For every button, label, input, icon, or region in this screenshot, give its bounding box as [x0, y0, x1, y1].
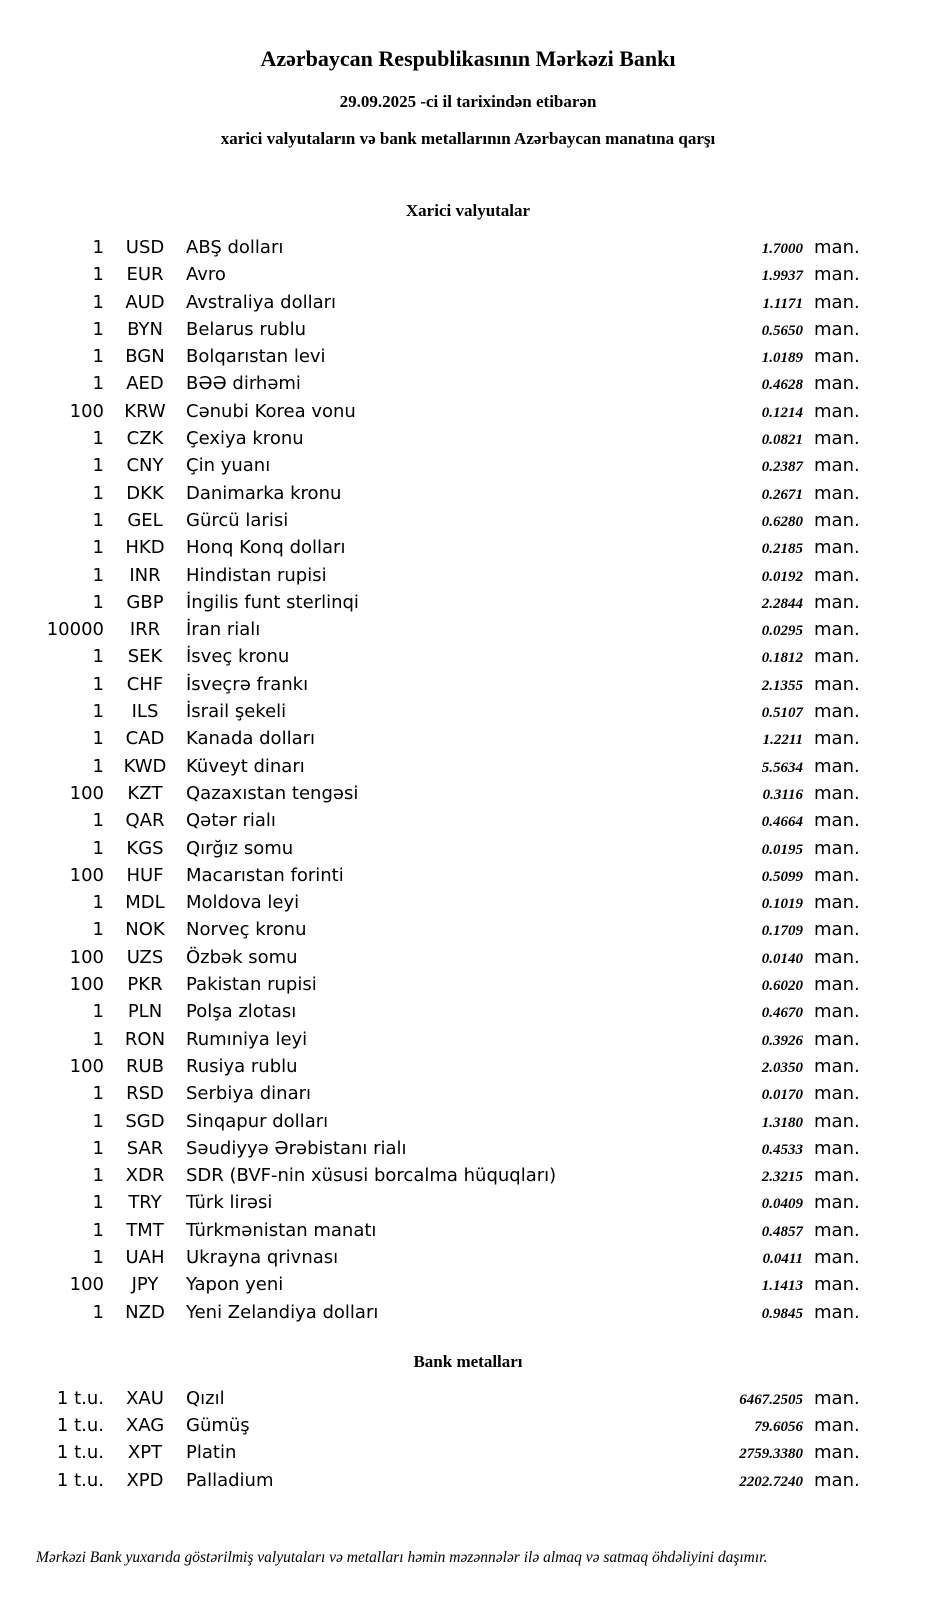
currency-name: İsrail şekeli: [186, 701, 287, 723]
currency-name: Çin yuanı: [186, 455, 271, 477]
quantity-value: 1: [92, 1192, 104, 1214]
unit-label: man.: [814, 237, 860, 258]
currencies-table: [0, 234, 936, 1326]
unit-label: man.: [814, 400, 860, 422]
unit-label: man.: [814, 755, 860, 777]
rate-value: 1.1171: [762, 295, 803, 312]
currency-code: TRY: [128, 1192, 162, 1214]
currency-code: KZT: [127, 782, 163, 804]
rate-row: [36, 1439, 866, 1466]
unit-label: man.: [814, 564, 860, 586]
unit-label: man.: [814, 318, 860, 340]
currency-code: SAR: [126, 1137, 164, 1159]
currency-name: Macarıstan forinti: [186, 864, 344, 886]
quantity-value: 1: [92, 892, 104, 914]
rate-row: [36, 862, 866, 889]
currency-code: DKK: [126, 482, 164, 504]
rate-value: 0.4857: [761, 1223, 803, 1240]
unit-label: man.: [814, 1469, 860, 1491]
unit-label: man.: [814, 1387, 860, 1409]
quantity-value: 1: [92, 701, 104, 723]
rate-row: [36, 698, 866, 725]
currency-name: Polşa zlotası: [186, 1001, 297, 1023]
currency-code: CAD: [125, 728, 165, 750]
unit-label: man.: [814, 1165, 860, 1187]
rate-row: [36, 589, 866, 616]
rate-value: 0.6280: [761, 513, 803, 530]
quantity-value: 1: [92, 1165, 104, 1187]
quantity-value: 10000: [46, 619, 104, 641]
rate-value: 0.1709: [761, 923, 803, 940]
currency-code: XPD: [126, 1469, 164, 1491]
metals-heading: Bank metalları: [413, 1351, 523, 1371]
currency-name: Qızıl: [186, 1387, 225, 1409]
unit-label: man.: [814, 264, 860, 286]
rate-value: 0.6020: [761, 978, 803, 995]
unit-label: man.: [814, 1415, 860, 1437]
rate-row: [36, 671, 866, 698]
currency-name: Özbək somu: [186, 946, 298, 968]
currency-name: İngilis funt sterlinqi: [186, 591, 359, 613]
rate-row: [36, 507, 866, 534]
quantity-value: 1: [92, 455, 104, 477]
currency-name: Qazaxıstan tengəsi: [186, 782, 359, 804]
unit-label: man.: [814, 291, 860, 313]
unit-label: man.: [814, 728, 860, 750]
rate-row: [36, 1026, 866, 1053]
quantity-value: 100: [69, 1055, 104, 1077]
currency-name: Səudiyyə Ərəbistanı rialı: [186, 1137, 407, 1159]
unit-label: man.: [814, 1110, 860, 1132]
unit-label: man.: [814, 646, 860, 668]
rate-row: [36, 1217, 866, 1244]
currency-name: İsveçrə frankı: [186, 673, 309, 695]
rate-value: 79.6056: [754, 1419, 803, 1436]
rate-value: 0.0409: [761, 1196, 803, 1213]
rate-row: [36, 835, 866, 862]
currency-code: TMT: [126, 1219, 164, 1241]
rate-value: 0.0192: [761, 568, 803, 585]
currency-code: HKD: [125, 537, 165, 559]
rate-row: [36, 1053, 866, 1080]
quantity-value: 1: [92, 428, 104, 450]
quantity-value: 1: [92, 837, 104, 859]
unit-label: man.: [814, 619, 860, 641]
quantity-value: 1 t.u.: [56, 1415, 104, 1437]
rate-row: [36, 534, 866, 561]
rate-row: [36, 780, 866, 807]
rate-row: [36, 480, 866, 507]
currency-name: Pakistan rupisi: [186, 974, 317, 996]
quantity-value: 100: [69, 946, 104, 968]
rate-value: 0.0411: [762, 1250, 803, 1267]
unit-label: man.: [814, 673, 860, 695]
quantity-value: 1 t.u.: [56, 1469, 104, 1491]
rate-value: 2202.7240: [739, 1473, 803, 1490]
rate-row: [36, 944, 866, 971]
quantity-value: 1: [92, 1110, 104, 1132]
rate-value: 6467.2505: [739, 1391, 803, 1408]
quantity-value: 1: [92, 373, 104, 395]
currency-name: Çexiya kronu: [186, 428, 304, 450]
unit-label: man.: [814, 1274, 860, 1296]
rate-value: 2.1355: [761, 677, 803, 694]
unit-label: man.: [814, 482, 860, 504]
rate-value: 0.5107: [761, 705, 803, 722]
unit-label: man.: [814, 1137, 860, 1159]
rate-row: [36, 343, 866, 370]
rate-row: [36, 1108, 866, 1135]
quantity-value: 1: [92, 646, 104, 668]
currency-code: RON: [124, 1028, 166, 1050]
unit-label: man.: [814, 782, 860, 804]
rate-row: [36, 1080, 866, 1107]
currency-name: Rumıniya leyi: [186, 1028, 308, 1050]
unit-label: man.: [814, 455, 860, 477]
unit-label: man.: [814, 346, 860, 368]
rate-row: [36, 1385, 866, 1412]
quantity-value: 1: [92, 482, 104, 504]
rate-value: 0.0140: [761, 950, 803, 967]
currency-code: BYN: [127, 318, 163, 340]
quantity-value: 1: [92, 1246, 104, 1268]
currency-name: Norveç kronu: [186, 919, 307, 941]
currency-code: XAG: [125, 1415, 165, 1437]
quantity-value: 1: [92, 264, 104, 286]
unit-label: man.: [814, 1219, 860, 1241]
rate-value: 0.2185: [761, 541, 803, 558]
rate-value: 0.5099: [761, 868, 803, 885]
rate-row: [36, 1467, 866, 1494]
currency-name: Kanada dolları: [186, 728, 316, 750]
unit-label: man.: [814, 919, 860, 941]
rate-value: 0.0195: [761, 841, 803, 858]
currencies-section: [0, 201, 936, 1326]
currency-name: Gürcü larisi: [186, 509, 289, 531]
currency-name: Avstraliya dolları: [186, 291, 337, 313]
currency-code: JPY: [131, 1274, 159, 1296]
quantity-value: 100: [69, 974, 104, 996]
currency-name: Gümüş: [186, 1415, 250, 1437]
quantity-value: 1: [92, 1083, 104, 1105]
currency-code: GEL: [127, 509, 163, 531]
rate-value: 0.1019: [761, 896, 803, 913]
quantity-value: 1: [92, 1001, 104, 1023]
rate-row: [36, 1271, 866, 1298]
rate-row: [36, 971, 866, 998]
rate-value: 1.0189: [761, 350, 803, 367]
currency-name: ABŞ dolları: [186, 237, 284, 258]
rate-row: [36, 725, 866, 752]
currency-code: BGN: [125, 346, 165, 368]
rate-row: [36, 425, 866, 452]
currency-name: Yeni Zelandiya dolları: [186, 1301, 379, 1323]
currency-name: Platin: [186, 1442, 237, 1464]
rate-row: [36, 234, 866, 261]
currency-code: GBP: [126, 591, 164, 613]
quantity-value: 1: [92, 564, 104, 586]
rate-value: 5.5634: [761, 759, 803, 776]
currency-code: UAH: [125, 1246, 165, 1268]
currency-code: PLN: [127, 1001, 163, 1023]
header: [0, 46, 936, 149]
quantity-value: 1: [92, 1301, 104, 1323]
currency-code: UZS: [126, 946, 164, 968]
rate-value: 0.4628: [761, 377, 803, 394]
quantity-value: 1: [92, 755, 104, 777]
rate-value: 1.9937: [761, 268, 803, 285]
quantity-value: 1: [92, 919, 104, 941]
currency-name: Yapon yeni: [186, 1274, 284, 1296]
rate-row: [36, 289, 866, 316]
currency-code: HUF: [126, 864, 164, 886]
quantity-value: 1: [92, 673, 104, 695]
unit-label: man.: [814, 701, 860, 723]
currency-name: Qırğız somu: [186, 837, 294, 859]
currency-name: Serbiya dinarı: [186, 1083, 311, 1105]
unit-label: man.: [814, 428, 860, 450]
rate-value: 1.1413: [761, 1278, 803, 1295]
unit-label: man.: [814, 1246, 860, 1268]
rate-row: [36, 1162, 866, 1189]
subtitle: xarici valyutaların və bank metallarının Azərbaycan manatına qarşı: [220, 129, 716, 148]
rate-row: [36, 643, 866, 670]
unit-label: man.: [814, 837, 860, 859]
currency-code: RUB: [125, 1055, 165, 1077]
currency-code: XDR: [125, 1165, 165, 1187]
quantity-value: 100: [69, 864, 104, 886]
currency-name: Ukrayna qrivnası: [186, 1246, 339, 1268]
page-title: Azərbaycan Respublikasının Mərkəzi Bankı: [260, 46, 676, 71]
unit-label: man.: [814, 1001, 860, 1023]
unit-label: man.: [814, 1028, 860, 1050]
metals-table: [0, 1385, 936, 1494]
currency-name: Danimarka kronu: [186, 482, 342, 504]
currency-code: CHF: [126, 673, 164, 695]
unit-label: man.: [814, 1301, 860, 1323]
currency-name: Qətər rialı: [186, 810, 276, 832]
quantity-value: 1: [92, 728, 104, 750]
currency-name: Bolqarıstan levi: [186, 346, 326, 368]
rate-row: [36, 998, 866, 1025]
currency-code: EUR: [126, 264, 164, 286]
currency-code: IRR: [129, 619, 161, 641]
rate-value: 0.5650: [761, 322, 803, 339]
rate-value: 0.0295: [761, 623, 803, 640]
currency-code: KGS: [126, 837, 164, 859]
rate-value: 0.3926: [761, 1032, 803, 1049]
quantity-value: 1: [92, 1028, 104, 1050]
currency-name: SDR (BVF-nin xüsusi borcalma hüquqları): [186, 1165, 557, 1187]
rate-value: 2.3215: [761, 1169, 803, 1186]
quantity-value: 1: [92, 509, 104, 531]
currency-code: CZK: [126, 428, 164, 450]
rate-row: [36, 807, 866, 834]
rate-row: [36, 316, 866, 343]
currency-code: RSD: [126, 1083, 164, 1105]
rate-value: 0.3116: [762, 786, 803, 803]
currency-code: ILS: [131, 701, 159, 723]
currency-code: QAR: [125, 810, 165, 832]
unit-label: man.: [814, 864, 860, 886]
currency-code: AUD: [125, 291, 165, 313]
quantity-value: 1 t.u.: [56, 1387, 104, 1409]
quantity-value: 1: [92, 237, 104, 258]
rate-value: 1.7000: [761, 241, 803, 257]
currency-code: SEK: [127, 646, 163, 668]
currency-name: Türkmənistan manatı: [186, 1219, 377, 1241]
currency-name: Cənubi Korea vonu: [186, 400, 356, 422]
rate-value: 0.9845: [761, 1305, 803, 1322]
rate-value: 0.2387: [761, 459, 803, 476]
quantity-value: 100: [69, 782, 104, 804]
unit-label: man.: [814, 1083, 860, 1105]
quantity-value: 1: [92, 1219, 104, 1241]
currency-code: MDL: [125, 892, 165, 914]
quantity-value: 100: [69, 1274, 104, 1296]
currency-name: Avro: [186, 264, 226, 286]
rate-value: 0.4670: [761, 1005, 803, 1022]
disclaimer-text: Mərkəzi Bank yuxarıda göstərilmiş valyutaları və metalları həmin məzənnələr ilə almaq və satmaq öhdəliyini daşımır.: [36, 1549, 768, 1567]
rate-value: 1.2211: [762, 732, 803, 749]
quantity-value: 1: [92, 1137, 104, 1159]
quantity-value: 1: [92, 346, 104, 368]
quantity-value: 1: [92, 591, 104, 613]
rate-row: [36, 1412, 866, 1439]
unit-label: man.: [814, 1442, 860, 1464]
quantity-value: 1: [92, 537, 104, 559]
currency-code: KWD: [123, 755, 167, 777]
quantity-value: 100: [69, 400, 104, 422]
currency-name: Rusiya rublu: [186, 1055, 298, 1077]
rate-row: [36, 398, 866, 425]
currencies-heading: Xarici valyutalar: [405, 201, 531, 220]
rate-value: 1.3180: [761, 1114, 803, 1131]
unit-label: man.: [814, 591, 860, 613]
currency-name: Sinqapur dolları: [186, 1110, 329, 1132]
currency-code: USD: [125, 237, 165, 258]
unit-label: man.: [814, 810, 860, 832]
rate-value: 0.4533: [761, 1141, 803, 1158]
currency-code: KRW: [124, 400, 166, 422]
rate-value: 0.1812: [761, 650, 803, 667]
effective-date-line: 29.09.2025 -ci il tarixindən etibarən: [339, 92, 597, 111]
quantity-value: 1: [92, 810, 104, 832]
quantity-value: 1: [92, 291, 104, 313]
unit-label: man.: [814, 509, 860, 531]
currency-code: AED: [126, 373, 164, 395]
currency-code: NOK: [125, 919, 165, 941]
rate-row: [36, 261, 866, 288]
unit-label: man.: [814, 1192, 860, 1214]
currency-code: XPT: [127, 1442, 163, 1464]
currency-name: Moldova leyi: [186, 892, 300, 914]
quantity-value: 1 t.u.: [56, 1442, 104, 1464]
unit-label: man.: [814, 974, 860, 996]
rate-value: 0.0170: [761, 1087, 803, 1104]
currency-code: XAU: [126, 1387, 164, 1409]
unit-label: man.: [814, 1055, 860, 1077]
unit-label: man.: [814, 373, 860, 395]
rate-row: [36, 753, 866, 780]
currency-name: Palladium: [186, 1469, 274, 1491]
unit-label: man.: [814, 892, 860, 914]
rate-row: [36, 916, 866, 943]
rate-row: [36, 889, 866, 916]
currency-name: İsveç kronu: [186, 646, 290, 668]
rate-row: [36, 616, 866, 643]
rate-value: 0.4664: [761, 814, 803, 831]
rate-value: 2.0350: [761, 1059, 803, 1076]
rate-value: 0.0821: [761, 432, 803, 449]
rate-row: [36, 1244, 866, 1271]
rate-value: 2.2844: [761, 595, 803, 612]
metals-section: [0, 1352, 936, 1494]
rate-value: 0.1214: [761, 404, 803, 421]
unit-label: man.: [814, 537, 860, 559]
currency-code: SGD: [125, 1110, 165, 1132]
currency-code: CNY: [126, 455, 164, 477]
rate-row: [36, 1299, 866, 1326]
currency-name: Honq Konq dolları: [186, 537, 346, 559]
currency-code: PKR: [127, 974, 163, 996]
rate-row: [36, 370, 866, 397]
currency-name: Belarus rublu: [186, 318, 307, 340]
rate-row: [36, 1189, 866, 1216]
rate-row: [36, 562, 866, 589]
rate-value: 0.2671: [761, 486, 803, 503]
currency-name: BƏƏ dirhəmi: [186, 373, 301, 395]
currency-name: Hindistan rupisi: [186, 564, 327, 586]
currency-code: INR: [129, 564, 161, 586]
unit-label: man.: [814, 946, 860, 968]
currency-name: İran rialı: [186, 619, 261, 641]
rate-row: [36, 452, 866, 479]
quantity-value: 1: [92, 318, 104, 340]
currency-code: NZD: [125, 1301, 165, 1323]
rate-value: 2759.3380: [739, 1446, 803, 1463]
rate-row: [36, 1135, 866, 1162]
currency-name: Türk lirəsi: [186, 1192, 273, 1214]
currency-name: Küveyt dinarı: [186, 755, 305, 777]
